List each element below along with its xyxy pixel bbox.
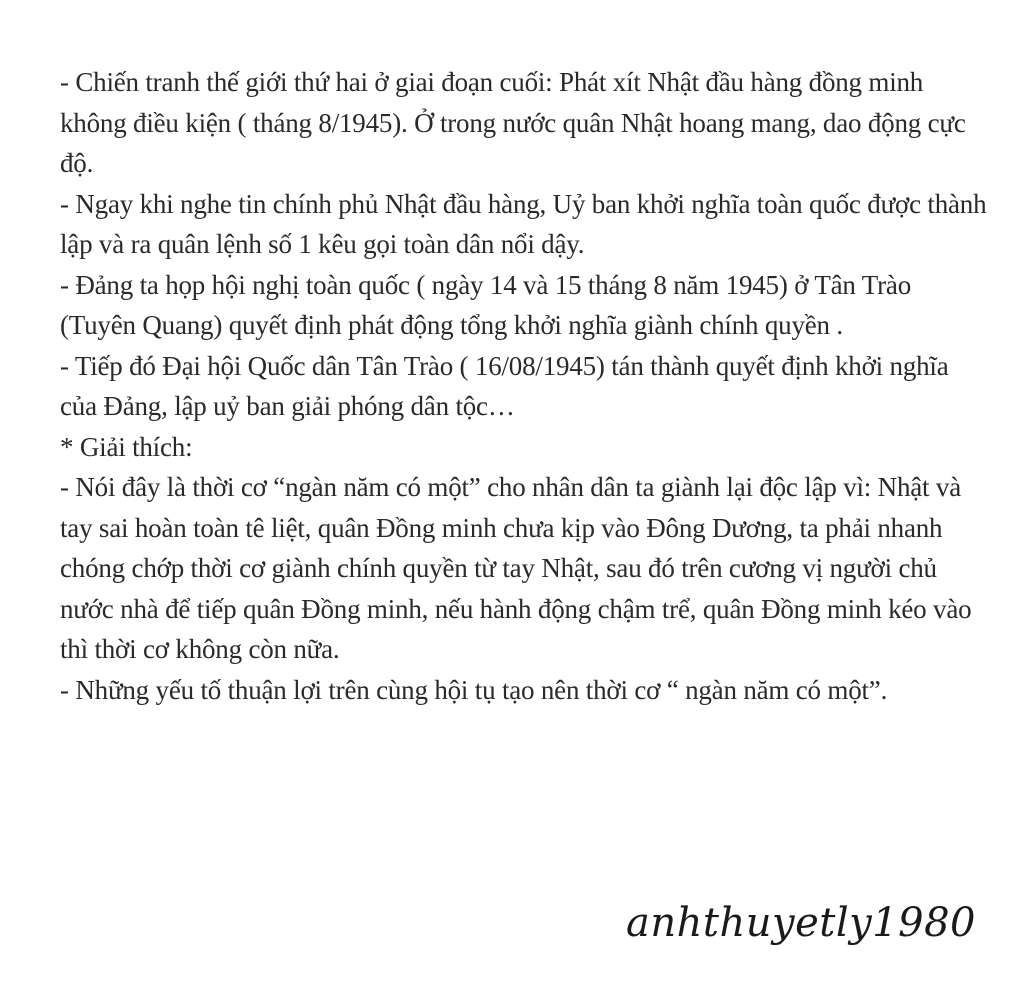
paragraph-6: - Nói đây là thời cơ “ngàn năm có một” cho nhân dân ta giành lại độc lập vì: Nhật và tay sai hoàn toàn tê liệt, quân Đồng minh chưa kịp vào Đông Dương, ta phải nhanh chóng chớp thời cơ giành chính quyền từ tay Nhật, sau đó trên cương vị người chủ nước nhà để tiếp quân Đồng minh, nếu hành động chậm trể, quân Đồng minh kéo vào thì thời cơ không còn nữa. <box>60 472 972 664</box>
author-signature: anhthuyetly1980 <box>626 900 976 946</box>
section-heading-explanation: * Giải thích: <box>60 431 193 462</box>
paragraph-3: - Đảng ta họp hội nghị toàn quốc ( ngày 14 và 15 tháng 8 năm 1945) ở Tân Trào (Tuyên Quang) quyết định phát động tổng khởi nghĩa giành chính quyền . <box>60 269 911 340</box>
document-body <box>60 62 990 710</box>
paragraph-1: - Chiến tranh thế giới thứ hai ở giai đoạn cuối: Phát xít Nhật đầu hàng đồng minh không điều kiện ( tháng 8/1945). Ở trong nước quân Nhật hoang mang, dao động cực độ. <box>60 67 966 178</box>
paragraph-7: - Những yếu tố thuận lợi trên cùng hội tụ tạo nên thời cơ “ ngàn năm có một”. <box>60 674 888 705</box>
paragraph-2: - Ngay khi nghe tin chính phủ Nhật đầu hàng, Uỷ ban khởi nghĩa toàn quốc được thành lập và ra quân lệnh số 1 kêu gọi toàn dân nổi dậy. <box>60 188 987 259</box>
paragraph-4: - Tiếp đó Đại hội Quốc dân Tân Trào ( 16/08/1945) tán thành quyết định khởi nghĩa của Đảng, lập uỷ ban giải phóng dân tộc… <box>60 350 949 421</box>
